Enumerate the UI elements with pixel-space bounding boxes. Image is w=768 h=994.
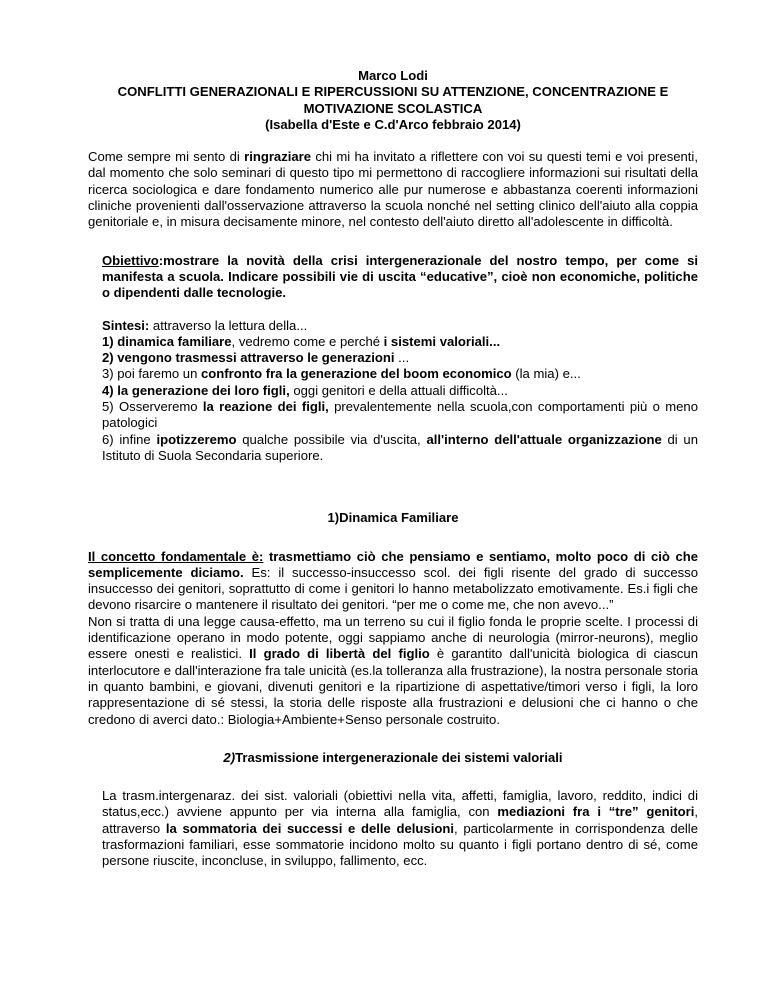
objective-block — [102, 253, 698, 465]
section-2-bold-1: mediazioni fra i “tre” genitori — [497, 804, 695, 820]
objective-label: Obiettivo — [102, 252, 159, 268]
title-line-1: CONFLITTI GENERAZIONALI E RIPERCUSSIONI SU ATTENZIONE, CONCENTRAZIONE E — [117, 84, 669, 100]
item1-bold-2: i sistemi valoriali... — [383, 333, 501, 349]
item1-bold-1: 1) dinamica familiare — [102, 333, 232, 349]
synthesis-intro-text: attraverso la lettura della... — [149, 317, 308, 333]
objective-text: :mostrare la novità della crisi intergenerazionale del nostro tempo, per come si manifesta a scuola. Indicare possibili vie di uscita “educative”, cioè non economiche, politiche o dipendenti dalle tecnologie. — [102, 252, 698, 301]
item5-bold: la reazione dei figli, — [202, 399, 329, 415]
item4-text: oggi genitori e della attuali difficoltà... — [289, 382, 508, 398]
section-1-text-3: è garantito dall'unicità biologica di ciascun interlocutore e dall'interazione fra tale unicità (es.la tolleranza alla frustrazione), la nostra personale storia in quanto bambini, e giovani, divenuti genitori e la ripartizione di aspettative/timori verso i figli, la loro rappresentazione di sé stessi, la storia delle risposte alla frustrazioni e delusioni che ci hanno o che credono di averci dato.: Biologia+Ambiente+Senso personale costruito. — [88, 646, 698, 727]
intro-bold-1: ringraziare — [244, 149, 312, 165]
section-2-text-3: , particolarmente in corrispondenza delle trasformazioni familiari, esse sommatorie incidono molto su quanto i figli portano dentro di sé, come persone riuscite, inconcluse, in sviluppo, fallimento, ecc. — [102, 820, 698, 869]
section-2-title-text: Trasmissione intergenerazionale dei sistemi valoriali — [235, 749, 563, 765]
item2-bold: 2) vengono trasmessi attraverso le generazioni — [102, 350, 395, 366]
document-header — [88, 68, 698, 133]
synthesis-item-4 — [102, 383, 698, 399]
item6-bold-2: all'interno dell'attuale organizzazione — [426, 431, 662, 447]
document-page — [88, 68, 698, 870]
section-2-text-1: La trasm.intergenaraz. dei sist. valoriali (obiettivi nella vita, affetti, famiglia, lavoro, reddito, indici di status,ecc.) avviene appunto per via interna alla famiglia, con — [102, 788, 698, 820]
item4-bold: 4) la generazione dei loro figli, — [102, 382, 290, 398]
synthesis-item-1 — [102, 334, 698, 350]
synthesis-item-5 — [102, 399, 698, 432]
synthesis-block — [102, 318, 698, 465]
synthesis-label: Sintesi: — [102, 317, 150, 333]
item5-text-1: 5) Osserveremo — [102, 399, 203, 415]
item5-text-2: prevalentemente nella scuola,con comportamenti più o meno patologici — [102, 399, 698, 431]
item1-text: , vedremo come e perché — [231, 333, 384, 349]
document-subtitle: (Isabella d'Este e C.d'Arco febbraio 2014) — [265, 116, 521, 132]
synthesis-item-6 — [102, 432, 698, 465]
item3-text-1: 3) poi faremo un — [102, 366, 201, 382]
item6-text-3: di un Istituto di Suola Secondaria superiore. — [102, 431, 698, 463]
concept-label: Il concetto fondamentale è: — [88, 548, 264, 564]
section-1-paragraph-2 — [88, 614, 698, 728]
section-1-text-1: Es: il successo-insuccesso scol. dei figli risente del grado di successo insuccesso dei genitori, soprattutto di come i genitori lo hanno metabolizzato emotivamente. Es.i figli che devono risarcire o mantenere il risultato dei genitori. “per me o come me, che non avevo...” — [88, 564, 698, 613]
objective-paragraph — [102, 253, 698, 302]
section-1-bold: Il grado di libertà del figlio — [249, 646, 430, 662]
item2-text: ... — [394, 350, 410, 366]
intro-paragraph — [88, 149, 698, 230]
section-1-concept — [88, 549, 698, 614]
item6-text-2: qualche possibile via d'uscita, — [236, 431, 427, 447]
synthesis-item-3 — [102, 366, 698, 382]
section-2-number: 2) — [223, 749, 236, 765]
author-name: Marco Lodi — [358, 68, 428, 83]
intro-text-2: chi mi ha invitato a riflettere con voi su questi temi e voi presenti, dal momento che solo seminari di questo tipo mi permettono di raccogliere informazioni sui risultati della ricerca sociologica e dare fondamento numerico alle pur numerose e abbastanza coerenti informazioni cliniche provenienti dall'osservazione attraverso la scuola nonché nel setting clinico dell'aiuto alla coppia genitoriale e, in misura decisamente minore, nel contesto dell'aiuto diretto all'adolescente in difficoltà. — [88, 149, 698, 230]
section-1-title: 1)Dinamica Familiare — [327, 510, 459, 526]
section-2-text-2: , attraverso — [102, 804, 698, 836]
synthesis-intro — [102, 318, 698, 334]
section-2-bold-2: la sommatoria dei successi e delle delusioni — [165, 820, 454, 836]
item3-text-2: (la mia) e... — [511, 366, 581, 382]
section-2-paragraph — [102, 788, 698, 869]
item6-text-1: 6) infine — [102, 431, 157, 447]
concept-text: trasmettiamo ciò che pensiamo e sentiamo, molto poco di ciò che semplicemente diciamo. — [88, 548, 699, 580]
section-1-text-2: Non si tratta di una legge causa-effetto, ma un terreno su cui il figlio fonda le proprie scelte. I processi di identificazione operano in modo potente, oggi sappiamo anche di neurologia (mirror-neurons), meglio essere onesti e realistici. — [88, 613, 698, 662]
intro-text-1: Come sempre mi sento di — [88, 149, 245, 165]
item6-bold-1: ipotizzeremo — [156, 431, 237, 447]
synthesis-item-2 — [102, 350, 698, 366]
section-2-title — [88, 750, 698, 766]
item3-bold: confronto fra la generazione del boom economico — [200, 366, 512, 382]
title-line-2: MOTIVAZIONE SCOLASTICA — [303, 100, 483, 116]
